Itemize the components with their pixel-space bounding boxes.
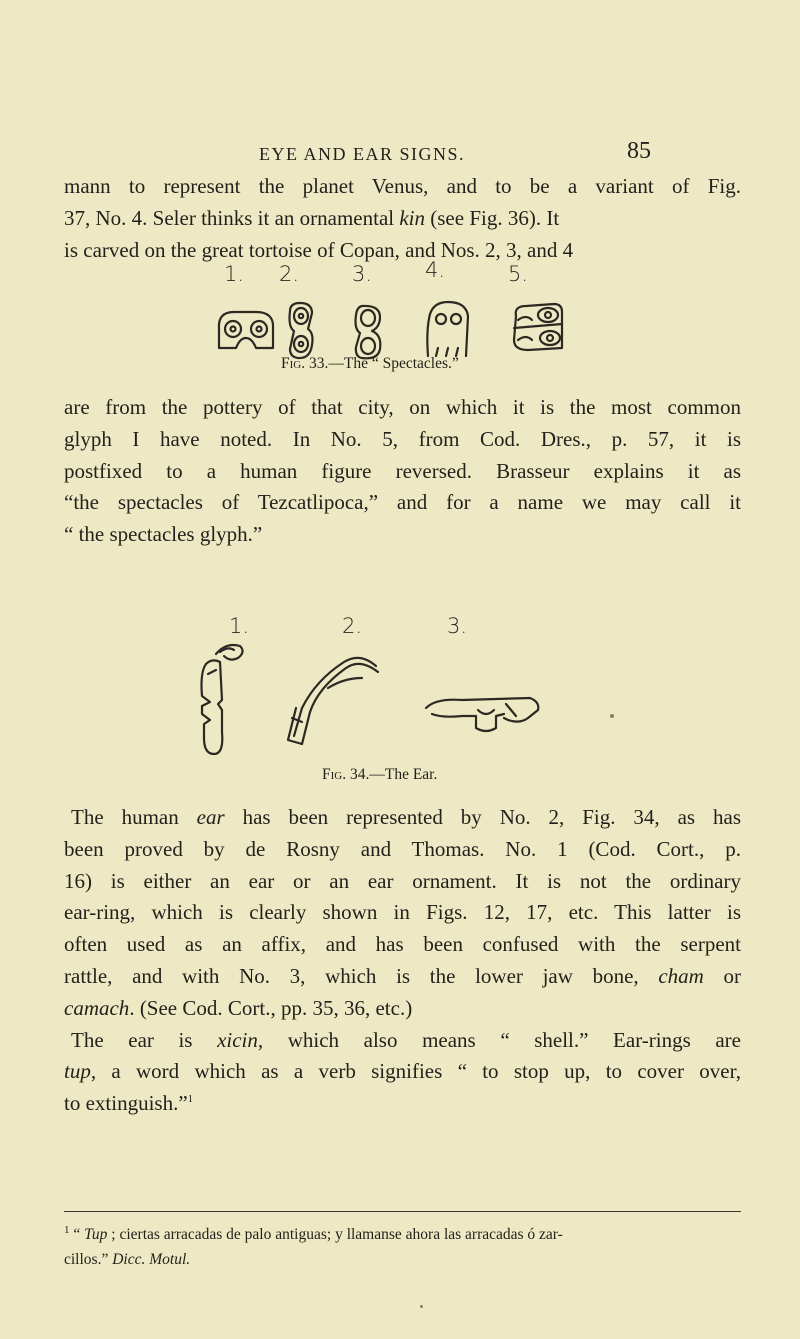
running-head: EYE AND EAR SIGNS. [259, 144, 466, 164]
speck [420, 1305, 423, 1308]
figure-number: 3. [447, 614, 468, 638]
text-line: “ the spectacles glyph.” [64, 522, 263, 547]
jaw-glyph-3 [422, 688, 544, 734]
ear-glyph-2 [288, 648, 384, 750]
text-line: glyph I have noted. In No. 5, from Cod. Dres., p. 57, it is [64, 426, 741, 451]
text-line: The human ear has been represented by No. 2, Fig. 34, as has [71, 805, 741, 829]
figure-number: 5. [508, 262, 529, 286]
text-line: to extinguish.”$^1$ [64, 1091, 194, 1116]
footnote-line: $^1$ “ Tup ; ciertas arracadas de palo antiguas; y llamanse ahora las arracadas ó zar- [64, 1223, 563, 1243]
ear-glyph-1 [198, 640, 248, 758]
text-line: rattle, and with No. 3, which is the lower jaw bone, cham or [64, 963, 741, 988]
paragraph-2 [64, 392, 741, 551]
italic-word: ear [196, 805, 225, 829]
paragraph-1 [64, 171, 741, 266]
spectacles-glyph-5 [508, 300, 566, 356]
italic-word: camach [64, 995, 130, 1020]
spectacles-glyph-2 [286, 301, 316, 361]
italic-word: cham [658, 963, 704, 988]
italic-word: kin [399, 205, 426, 230]
text-line: are from the pottery of that city, on which it is the most common [64, 395, 741, 419]
footnote-reference: 1 [187, 1093, 194, 1106]
page-number: 85 [627, 138, 651, 164]
paragraph-3 [64, 802, 741, 1120]
footnote-marker: 1 [64, 1223, 70, 1236]
footnote-line: cillos.” Dicc. Motul. [64, 1251, 191, 1268]
figure-caption: Fig. 33.—The “ Spectacles.” [281, 355, 459, 372]
spectacles-glyph-1 [216, 306, 276, 352]
text-line: ear-ring, which is clearly shown in Figs. 12, 17, etc. This latter is [64, 900, 741, 925]
figure-number: 3. [352, 262, 373, 286]
text-line: “the spectacles of Tezcatlipoca,” and for a name we may call it [64, 490, 741, 515]
italic-word: Tup [84, 1226, 108, 1243]
text-line: been proved by de Rosny and Thomas. No. 1 (Cod. Cort., p. [64, 836, 741, 861]
text-line: The ear is xicin, which also means “ shell.” Ear-rings are [71, 1027, 741, 1052]
running-header [0, 138, 800, 168]
spectacles-glyph-4 [424, 300, 472, 360]
figure-number: 1. [229, 614, 250, 638]
spectacles-glyph-3 [352, 303, 384, 361]
footnote-rule [64, 1211, 741, 1212]
italic-word: xicin [217, 1027, 258, 1052]
figure-number: 1. [224, 262, 245, 286]
text-line: tup, a word which as a verb signifies “ to stop up, to cover over, [64, 1059, 741, 1084]
speck [610, 714, 614, 718]
text-line: 37, No. 4. Seler thinks it an ornamental kin (see Fig. 36). It [64, 205, 560, 230]
italic-word: tup [64, 1059, 91, 1084]
text-line: postfixed to a human figure reversed. Brasseur explains it as [64, 458, 741, 483]
footnote [64, 1222, 744, 1272]
italic-citation: Dicc. Motul. [112, 1251, 191, 1268]
figure-number: 4. [425, 258, 446, 282]
text-line: 16) is either an ear or an ear ornament. It is not the ordinary [64, 868, 741, 893]
figure-number: 2. [342, 614, 363, 638]
text-line: camach. (See Cod. Cort., pp. 35, 36, etc.) [64, 995, 413, 1020]
text-line: is carved on the great tortoise of Copan, and Nos. 2, 3, and 4 [64, 237, 574, 262]
text-line: mann to represent the planet Venus, and to be a variant of Fig. [64, 174, 741, 198]
text-line: often used as an affix, and has been confused with the serpent [64, 932, 741, 957]
figure-number: 2. [279, 262, 300, 286]
figure-caption: Fig. 34.—The Ear. [322, 766, 438, 783]
